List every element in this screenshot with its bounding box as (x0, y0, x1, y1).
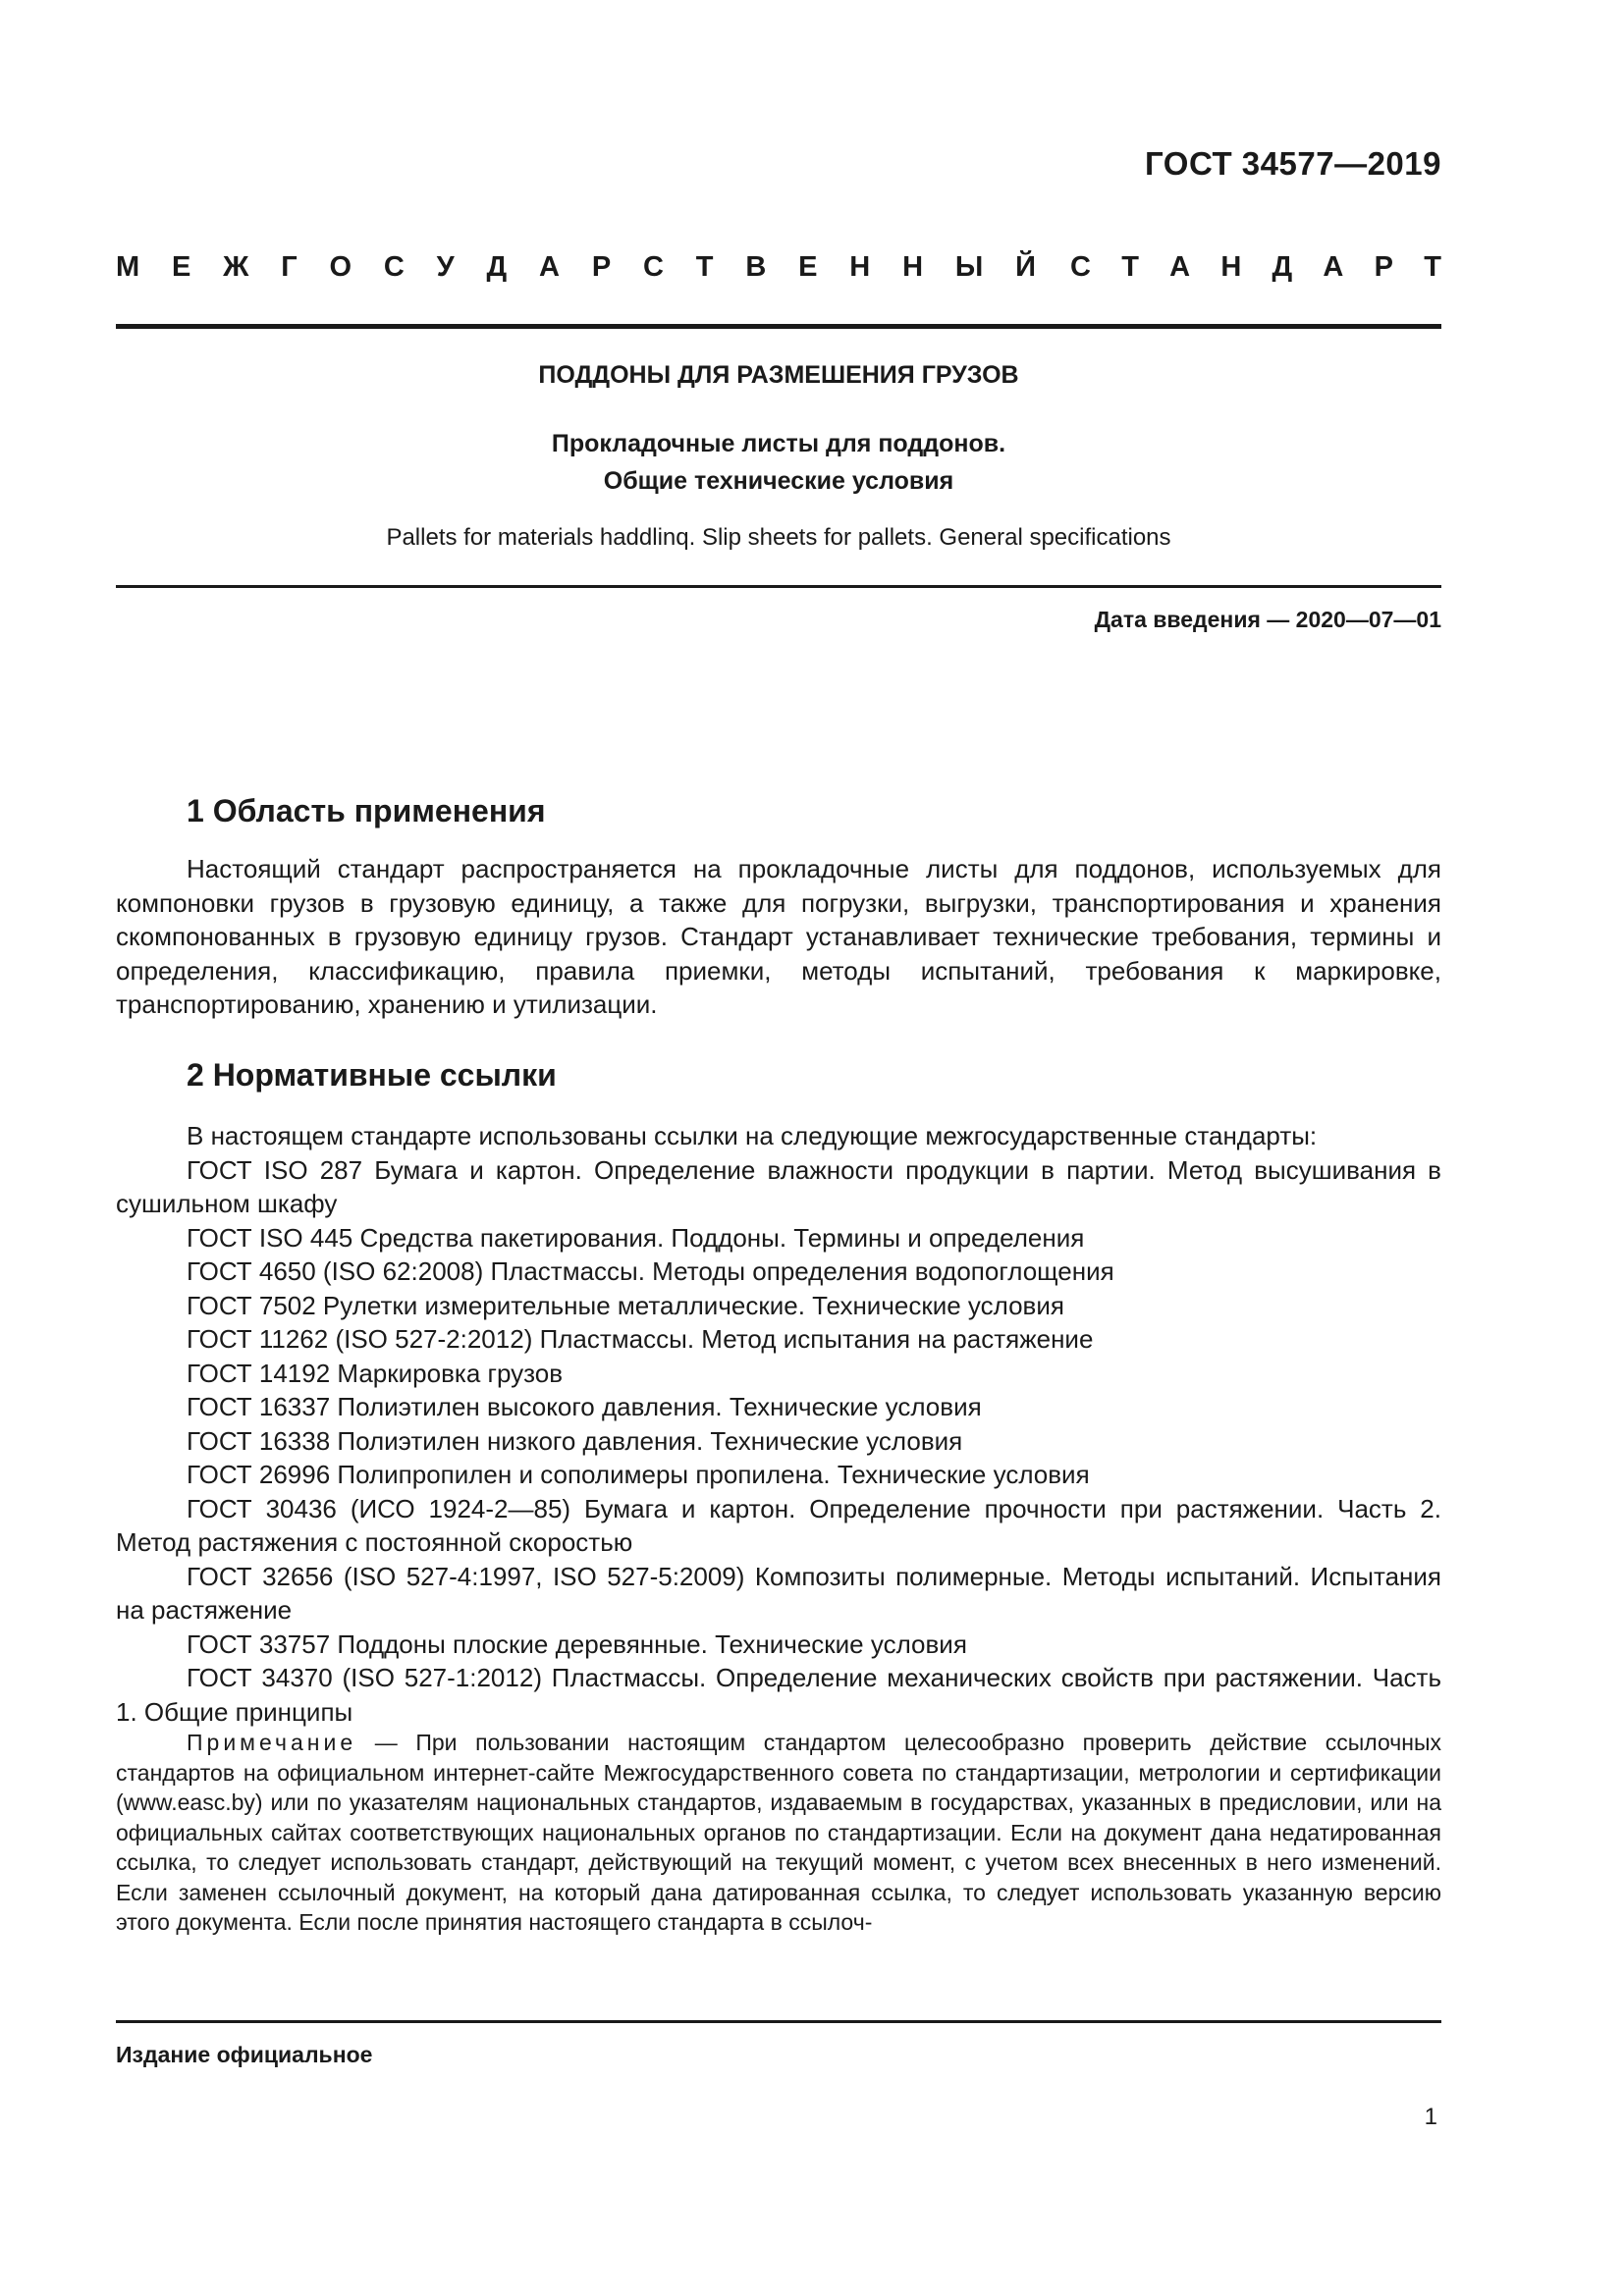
reference-item: ГОСТ 16338 Полиэтилен низкого давления. Технические условия (187, 1425, 963, 1456)
banner-letter: Ж (223, 251, 249, 283)
reference-item: ГОСТ 32656 (ISO 527-4:1997, ISO 527-5:2009) Композиты полимерные. Методы испытаний. Испытания на растяжение (116, 1561, 1441, 1625)
note-text: — При пользовании настоящим стандартом целесообразно проверить действие ссылочных стандартов на официальном интернет-сайте Межгосударственного совета по стандартизации, метрологии и сертификации (www.easc.by) или по указателям национальных стандартов, издаваемым в государствах, указанных в предисловии, или на официальных сайтах соответствующих национальных органов по стандартизации. Если на документ дана недатированная ссылка, то следует использовать стандарт, действующий на текущий момент, с учетом всех внесенных в него изменений. Если заменен ссылочный документ, на который дана датированная ссылка, то следует использовать указанную версию этого документа. Если после принятия настоящего стандарта в ссылоч- (116, 1730, 1441, 1935)
banner-letter: Н (849, 251, 871, 283)
reference-item: ГОСТ 33757 Поддоны плоские деревянные. Технические условия (187, 1629, 967, 1659)
reference-item: ГОСТ 4650 (ISO 62:2008) Пластмассы. Методы определения водопоглощения (187, 1256, 1114, 1286)
english-title: Pallets for materials haddlinq. Slip sheets for pallets. General specifications (386, 524, 1171, 551)
banner-letter: О (329, 251, 352, 283)
banner-letter: А (539, 251, 560, 283)
reference-item: ГОСТ 14192 Маркировка грузов (187, 1358, 564, 1388)
introduction-date: Дата введения — 2020—07—01 (1094, 607, 1441, 632)
banner-word-interstate (116, 251, 1036, 284)
banner-letter: Т (695, 251, 714, 283)
standard-type-banner (116, 251, 1441, 284)
banner-letter: Н (1220, 251, 1242, 283)
subtitle-line-1: Прокладочные листы для поддонов. (551, 430, 1006, 457)
banner-letter: С (643, 251, 664, 283)
banner-letter: Ы (954, 251, 984, 283)
reference-item: ГОСТ ISO 287 Бумага и картон. Определение влажности продукции в партии. Метод высушивания в сушильном шкафу (116, 1154, 1441, 1218)
subtitle-line-2: Общие технические условия (603, 467, 954, 495)
banner-letter: М (116, 251, 140, 283)
section-1-heading: 1 Область применения (187, 793, 546, 828)
banner-letter: Г (281, 251, 298, 283)
banner-letter: С (1070, 251, 1091, 283)
banner-letter: Р (591, 251, 612, 283)
reference-item: ГОСТ 7502 Рулетки измерительные металлические. Технические условия (187, 1290, 1064, 1320)
section-2-heading: 2 Нормативные ссылки (187, 1057, 557, 1093)
section-1-text: Настоящий стандарт распространяется на прокладочные листы для поддонов, используемых для компоновки грузов в грузовую единицу, а также для погрузки, выгрузки, транспортирования и хранения скомпонованных в грузовую единицу грузов. Стандарт устанавливает технические требования, термины и определения, классификацию, правила приемки, методы испытаний, требования к маркировке, транспортированию, хранению и утилизации. (116, 854, 1441, 1019)
references-note (116, 1728, 1441, 1938)
document-number: ГОСТ 34577—2019 (1145, 145, 1441, 182)
banner-letter: Н (902, 251, 924, 283)
banner-letter: Й (1015, 251, 1036, 283)
reference-item: ГОСТ 16337 Полиэтилен высокого давления. Технические условия (187, 1392, 982, 1421)
normative-references (116, 1119, 1441, 1729)
references-intro: В настоящем стандарте использованы ссылки на следующие межгосударственные стандарты: (187, 1121, 1318, 1150)
banner-letter: С (383, 251, 405, 283)
document-title: ПОДДОНЫ ДЛЯ РАЗМЕШЕНИЯ ГРУЗОВ (538, 361, 1019, 389)
title-divider (116, 585, 1441, 588)
banner-letter: А (1323, 251, 1344, 283)
reference-item: ГОСТ 34370 (ISO 527-1:2012) Пластмассы. Определение механических свойств при растяжении. Часть 1. Общие принципы (116, 1663, 1441, 1727)
official-edition-label: Издание официальное (116, 2042, 373, 2067)
banner-letter: У (436, 251, 455, 283)
reference-item: ГОСТ 11262 (ISO 527-2:2012) Пластмассы. Метод испытания на растяжение (187, 1324, 1094, 1354)
reference-item: ГОСТ 26996 Полипропилен и сополимеры пропилена. Технические условия (187, 1460, 1090, 1489)
banner-letter: Т (1121, 251, 1139, 283)
note-label: Примечание (187, 1730, 357, 1755)
banner-letter: Е (798, 251, 818, 283)
banner-letter: В (745, 251, 767, 283)
banner-letter: Е (172, 251, 191, 283)
top-divider (116, 324, 1441, 329)
banner-letter: А (1169, 251, 1191, 283)
banner-letter: Т (1424, 251, 1441, 283)
banner-letter: Р (1374, 251, 1393, 283)
footer-divider (116, 2020, 1441, 2023)
reference-item: ГОСТ 30436 (ИСО 1924-2—85) Бумага и картон. Определение прочности при растяжении. Часть 2. Метод растяжения с постоянной скоростью (116, 1493, 1441, 1557)
banner-word-standard (1070, 251, 1441, 284)
reference-item: ГОСТ ISO 445 Средства пакетирования. Поддоны. Термины и определения (187, 1222, 1085, 1253)
document-subtitle (116, 425, 1441, 500)
banner-letter: Д (1272, 251, 1293, 283)
banner-letter: Д (486, 251, 508, 283)
page-number: 1 (1424, 2104, 1437, 2130)
